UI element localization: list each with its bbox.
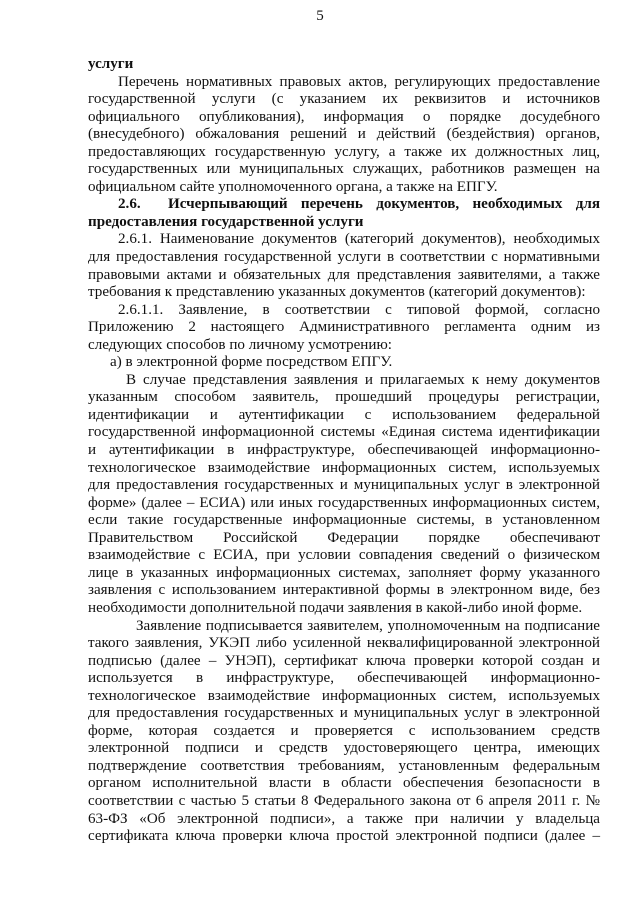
text-line: 2.6.1.1. Заявление, в соответствии с типовой формой, согласно	[118, 301, 600, 318]
text-line: официальном сайте уполномоченного органа, а также на ЕПГУ.	[88, 178, 498, 195]
text-line: указанным способом заявитель, прошедший процедуры регистрации,	[88, 389, 600, 406]
text-line: 63-ФЗ «Об электронной подписи», а также при наличии у владельца	[88, 810, 600, 827]
page-number: 5	[316, 8, 324, 24]
text-line: органом исполнительной власти в области обеспечения безопасности в	[88, 775, 600, 792]
section-number: 2.6.	[118, 196, 141, 213]
text-line: 2.6.1. Наименование документов (категорий документов), необходимых	[118, 231, 600, 248]
text-line: официального опубликования), информация о порядке досудебного	[88, 108, 600, 125]
text-line: технологическое взаимодействие информационных систем, используемых	[88, 687, 600, 704]
text-line: сертификата ключа проверки ключа простой электронной подписи (далее –	[88, 828, 600, 845]
text-line: Приложению 2 настоящего Административного регламента одним из	[88, 319, 600, 336]
text-line: форме, которая создается и проверяется с использованием средств	[88, 722, 600, 739]
section-heading	[88, 196, 600, 214]
text-line: Правительством Российской Федерации порядке обеспечивают	[88, 529, 600, 546]
text-line: используется в инфраструктуре, обеспечивающей информационно-	[88, 670, 600, 687]
text-line: государственных или муниципальных служащих, работников размещен на	[88, 161, 600, 178]
text-line: (внесудебного) обжалования решений и действий (бездействия) органов,	[88, 126, 600, 143]
text-line: предоставляющих государственную услугу, а также их должностных лиц,	[88, 143, 600, 160]
text-line: следующих способов по личному усмотрению:	[88, 336, 392, 353]
text-line: лице в указанных информационных системах, заполняет форму указанного	[88, 564, 600, 581]
text-line: взаимодействие с ЕСИА, при условии совпадения сведений о физическом	[88, 547, 600, 564]
text-line: услуги	[88, 56, 134, 72]
document-body	[88, 56, 600, 846]
text-line: форме» (далее – ЕСИА) или иных государственных информационных систем,	[88, 494, 600, 511]
text-line: заявления с использованием интерактивной формы в электронном виде, без	[88, 582, 600, 599]
text-line: требования к представлению указанных документов (категорий документов):	[88, 284, 586, 301]
text-line: подтверждение соответствия требованиям, установленным федеральным	[88, 757, 600, 774]
text-line: Перечень нормативных правовых актов, регулирующих предоставление	[118, 73, 600, 90]
text-line: соответствии с частью 5 статьи 8 Федерального закона от 6 апреля 2011 г. №	[88, 792, 600, 809]
text-line: и аутентификации в инфраструктуре, обеспечивающей информационно-	[88, 442, 600, 459]
text-line: государственной услуги (с указанием их реквизитов и источников	[88, 91, 600, 108]
text-line: подписью (далее – УНЭП), сертификат ключа проверки которой создан и	[88, 652, 600, 669]
text-line: электронной подписи и средств удостоверяющего центра, имеющих	[88, 740, 600, 757]
text-line: для предоставления государственных и муниципальных услуг в электронной	[88, 477, 600, 494]
text-line: государственной информационной системы «Единая система идентификации	[88, 424, 600, 441]
text-line: необходимости дополнительной подачи заявления в какой-либо иной форме.	[88, 599, 583, 616]
text-line: Заявление подписывается заявителем, уполномоченным на подписание	[136, 617, 600, 634]
text-line: технологическое взаимодействие информационных систем, используемых	[88, 459, 600, 476]
text-line: идентификации и аутентификации с использованием федеральной	[88, 406, 600, 423]
text-line: В случае представления заявления и прилагаемых к нему документов	[126, 371, 600, 388]
text-line: для предоставления государственной услуги в соответствии с нормативными	[88, 249, 600, 266]
text-line: а) в электронной форме посредством ЕПГУ.	[110, 354, 393, 371]
text-line: если такие государственные информационные системы, в установленном	[88, 512, 600, 529]
text-line: такого заявления, УКЭП либо усиленной неквалифицированной электронной	[88, 635, 600, 652]
text-line: правовыми актами и обязательных для представления заявителями, а также	[88, 266, 600, 283]
text-line: для предоставления государственных и муниципальных услуг в электронной	[88, 705, 600, 722]
text-line: предоставления государственной услуги	[88, 213, 364, 230]
section-title: Исчерпывающий перечень документов, необходимых для	[168, 196, 600, 213]
